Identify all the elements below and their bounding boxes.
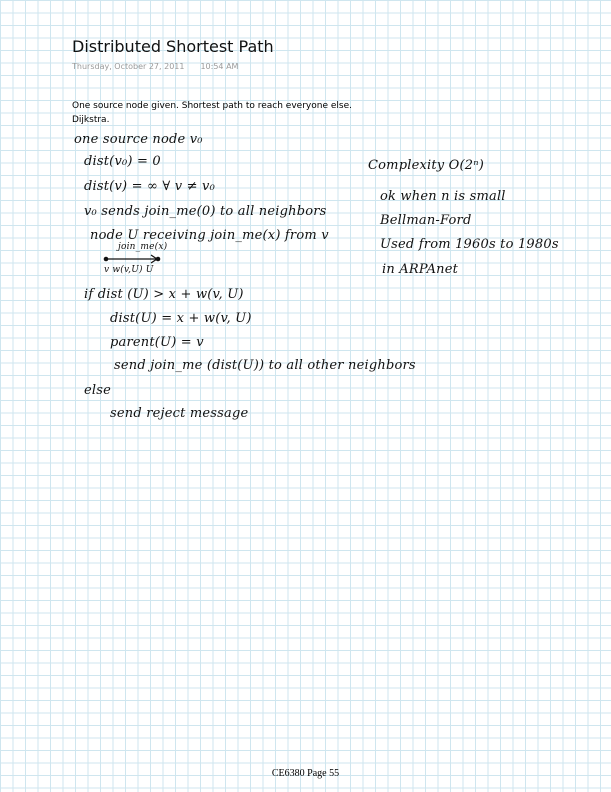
typed-line: Dijkstra. [72, 115, 110, 125]
handwritten-line: if dist (U) > x + w(v, U) [84, 287, 244, 302]
handwritten-note: in ARPAnet [382, 262, 459, 277]
handwritten-line: dist(U) = x + w(v, U) [110, 311, 252, 326]
page-date: Thursday, October 27, 2011 [72, 62, 185, 71]
handwritten-line: dist(v) = ∞ ∀ v ≠ v₀ [84, 179, 216, 194]
page-footer: CE6380 Page 55 [271, 768, 340, 779]
handwritten-note: Used from 1960s to 1980s [380, 237, 559, 252]
handwritten-line: dist(v₀) = 0 [84, 154, 161, 169]
page-timestamp [72, 62, 238, 71]
message-arrow-icon [100, 252, 164, 266]
handwritten-line: one source node v₀ [74, 132, 203, 147]
handwritten-line: else [84, 383, 112, 398]
handwritten-line: parent(U) = v [110, 335, 204, 350]
handwritten-line: send join_me (dist(U)) to all other neighbors [114, 358, 416, 373]
handwritten-note: ok when n is small [380, 189, 506, 204]
arrow-label: join_me(x) [118, 242, 168, 252]
handwritten-line: v₀ sends join_me(0) to all neighbors [84, 204, 327, 219]
arrow-endpoints: v w(v,U) U [104, 265, 154, 275]
typed-line: One source node given. Shortest path to reach everyone else. [72, 101, 352, 111]
handwritten-line: node U receiving join_me(x) from v [90, 228, 329, 243]
typed-notes [72, 99, 352, 127]
handwritten-line: send reject message [110, 406, 249, 421]
handwritten-note: Bellman-Ford [380, 213, 472, 228]
page-title: Distributed Shortest Path [72, 37, 274, 56]
handwritten-note: Complexity O(2ⁿ) [368, 158, 485, 173]
page-time: 10:54 AM [200, 62, 239, 71]
